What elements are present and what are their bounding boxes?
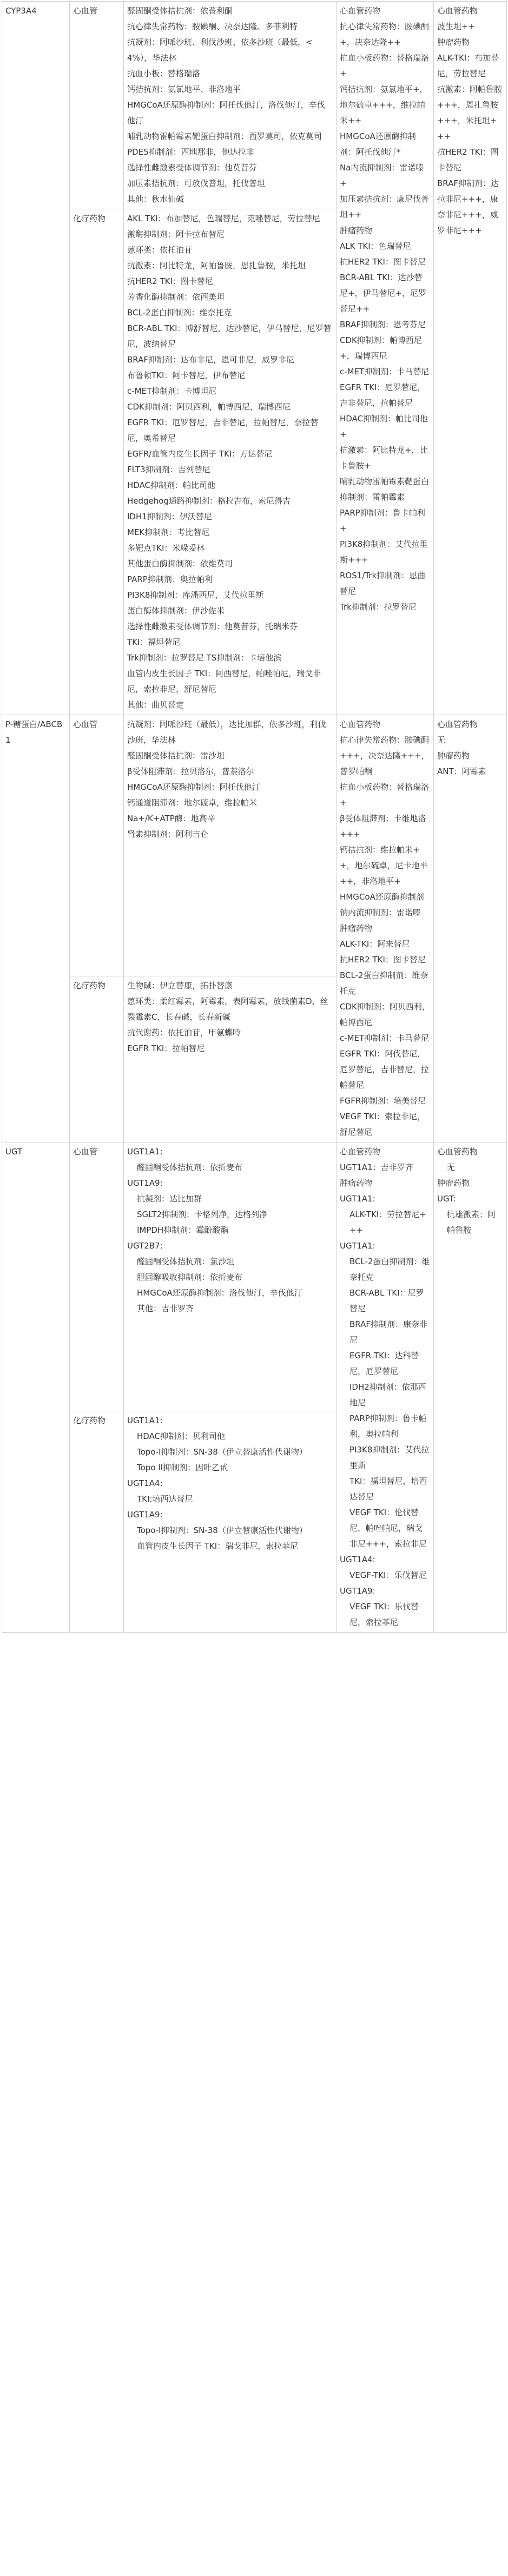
substrate-drug-line: 其他：吉非罗齐 [137, 1304, 194, 1313]
substrate-drug-line: TKI:培西达替尼 [137, 1494, 193, 1504]
inhibitor-line: TKI：福坦替尼，培西达替尼 [349, 1476, 427, 1502]
substrate-drug-line: 抗激素：阿比特龙，阿帕鲁胺，恩扎鲁胺，米托坦 [127, 261, 306, 270]
substrate-drug-line: MEK抑制剂：考比替尼 [127, 527, 210, 537]
substrate-drug-line: 其他：曲贝替定 [127, 700, 184, 710]
substrate-drug-line: 加压素拮抗剂：可放伐普坦，托伐普坦 [127, 179, 266, 188]
inhibitor-line: 抗心律失常药物：胺碘酮+++，决奈达隆+++，普罗帕酮 [340, 735, 430, 776]
substrate-drug-line: 多靶点TKI：米哚妥林 [127, 543, 205, 553]
substrate-drug-line: EGFR TKI：厄罗替尼，吉非替尼，拉帕替尼，奈拉替尼，奥希替尼 [127, 418, 319, 443]
substrate-drug-line: 醛固酮受体拮抗剂：依普利酮 [127, 6, 233, 16]
inhibitor-line: BRAF抑制剂：康奈非尼 [349, 1319, 427, 1345]
substrate-drug-line: 蒽环类：依托泊苷 [127, 245, 193, 255]
substrate-drug-line: 抗凝剂：阿哌沙班（最低），达比加群，依多沙班，利伐沙班，华法林 [127, 719, 326, 745]
drug-class-cell [70, 1142, 124, 1411]
inducer-line: 波生坦++ [437, 22, 476, 31]
inhibitor-line: EGFR TKI：达科替尼，厄罗替尼 [349, 1351, 419, 1376]
inhibitor-line: 抗心律失常药物：胺碘酮+，决奈达隆++ [340, 22, 430, 47]
inducer-group-heading: 肿瘤药物 [437, 751, 470, 761]
inducer-line: 无 [437, 735, 446, 745]
inhibitor-line: ROS1/Trk抑制剂：恩曲替尼 [340, 571, 426, 596]
table-row [2, 715, 507, 976]
substrate-drug-line: IDH1抑制剂：伊沃替尼 [127, 512, 212, 521]
inhibitor-group-heading: 肿瘤药物 [340, 923, 373, 933]
drug-interaction-table [2, 1, 507, 1633]
inhibitor-line: EGFR TKI：阿伐替尼，厄罗替尼，吉非替尼，拉帕替尼 [340, 1049, 430, 1090]
substrate-drug-line: 激酶抑制剂：阿卡拉布替尼 [127, 229, 225, 239]
inducer-group-heading: 肿瘤药物 [437, 1178, 470, 1188]
substrate-drug-line: 其他蛋白酶抑制剂：依维莫司 [127, 559, 233, 569]
inhibitor-line: CDK抑制剂：阿贝西利，帕博西尼 [340, 1002, 430, 1027]
substrate-drug-line: UGT1A1: [127, 1147, 163, 1157]
inducer-line: 抗激素：阿帕鲁胺+++，恩扎鲁胺+++，米托坦+++ [437, 84, 503, 141]
enzyme-name: CYP3A4 [5, 6, 37, 16]
substrate-drug-line: c-MET抑制剂：卡博坦尼 [127, 386, 217, 396]
inhibitor-line: c-MET抑制剂：卡马替尼 [340, 1033, 430, 1043]
substrate-drug-line: 选择性雌激素受体调节剂：他莫昔芬 [127, 163, 258, 173]
drug-class-cell [70, 976, 124, 1142]
inhibitor-cell [337, 1142, 434, 1633]
inhibitor-line: β受体阻滞剂：卡维地洛+++ [340, 814, 426, 839]
substrate-drug-line: Trk抑制剂：拉罗替尼 TS抑制剂：卡培他滨 [127, 653, 282, 663]
inhibitor-line: 钠内流抑制剂：雷诺嗪 [340, 908, 421, 917]
inhibitor-line: Na内流抑制剂：雷诺嗪+ [340, 163, 424, 188]
inhibitor-line: HMGCoA还原酶抑制剂 [340, 892, 424, 902]
table-row [2, 2, 507, 209]
substrate-drug-line: UGT1A4: [127, 1478, 163, 1489]
inducer-line: 无 [447, 1162, 456, 1172]
substrate-drug-line: Na+/K+ATP酶：地高辛 [127, 814, 215, 823]
inhibitor-group-heading: 肿瘤药物 [340, 1178, 373, 1188]
substrate-drug-line: HDAC抑制剂：帕比司他 [127, 480, 216, 490]
inducer-line: 抗雄激素：阿帕鲁胺 [447, 1210, 496, 1235]
inhibitor-line: Trk抑制剂：拉罗替尼 [340, 602, 417, 612]
substrate-drug-line: Hedgehog通路抑制剂：格拉吉布，索尼得吉 [127, 496, 291, 506]
substrate-drug-line: EGFR/血管内皮生长因子 TKI：万达替尼 [127, 449, 273, 459]
substrate-drug-line: PARP抑制剂：奥拉帕利 [127, 574, 213, 584]
inhibitor-group-heading: 心血管药物 [340, 719, 381, 729]
inducer-line: ALK-TKI：布加替尼，劳拉替尼 [437, 53, 499, 78]
inhibitor-line: EGFR TKI：厄罗替尼，吉非替尼，拉帕替尼 [340, 382, 426, 408]
substrate-drug-line: AKL TKI：布加替尼，色瑞替尼，克唑替尼，劳拉替尼 [127, 214, 320, 223]
substrate-drug-line: 血管内皮生长因子 TKI：瑞戈非尼，索拉菲尼 [137, 1541, 299, 1551]
substrate-drug-line: Topo-I抑制剂：SN-38（伊立替康活性代谢物） [137, 1447, 307, 1457]
substrate-drug-line: 蒽环类：柔红霉素，阿霉素，表阿霉素，放线菌素D，丝裂霉素C，长春碱，长春新碱 [127, 996, 328, 1022]
inhibitor-line: 抗激素：阿比特龙+，比卡鲁胺+ [340, 445, 428, 471]
substrate-drug-line: UGT1A1: [127, 1416, 163, 1426]
inhibitor-line: FGFR抑制剂：培美替尼 [340, 1096, 426, 1106]
substrate-drugs-cell [124, 1411, 337, 1633]
inhibitor-line: 抗血小板药物：替格瑞洛+ [340, 53, 430, 78]
inhibitor-line: BCR-ABL TKI：尼罗替尼 [349, 1288, 424, 1313]
substrate-drug-line: 醛固酮受体拮抗剂：依折麦布 [137, 1162, 243, 1172]
inhibitor-line: 抗血小板药物：替格瑞洛+ [340, 782, 430, 808]
inhibitor-line: IDH2抑制剂：依那西地尼 [349, 1382, 426, 1408]
substrate-drug-line: IMPDH抑制剂：霉酚酸酯 [137, 1225, 229, 1235]
inducer-cell [434, 715, 507, 1142]
substrate-drugs-cell [124, 1142, 337, 1411]
inhibitor-line: VEGF TKI：索拉非尼，舒尼替尼 [340, 1112, 426, 1137]
inhibitor-line: PI3K8抑制剂：艾代拉里斯 [349, 1445, 430, 1470]
substrate-drug-line: 芳香化酶抑制剂：依西美坦 [127, 292, 225, 302]
inhibitor-line: VEGF TKI：伦伐替尼，帕唑帕尼，瑞戈非尼+++，索拉非尼 [349, 1508, 427, 1549]
inhibitor-line: PI3K8抑制剂：艾代拉里斯+++ [340, 539, 428, 565]
inducer-group-heading: 心血管药物 [437, 6, 478, 16]
enzyme-cell [2, 1142, 70, 1633]
inducer-group-heading: 心血管药物 [437, 1147, 478, 1157]
enzyme-cell [2, 2, 70, 715]
drug-class-label: 心血管 [73, 719, 98, 729]
inhibitor-cell [337, 715, 434, 1142]
inducer-line: BRAF抑制剂：达拉非尼+++，康奈非尼+++，威罗非尼+++ [437, 179, 499, 235]
substrate-drug-line: UGT1A9: [127, 1178, 163, 1188]
enzyme-name: UGT [5, 1147, 23, 1157]
inducer-cell [434, 2, 507, 715]
inhibitor-line: PARP抑制剂：鲁卡帕利+ [340, 508, 425, 533]
inhibitor-cell [337, 2, 434, 715]
inhibitor-line: HMGCoA还原酶抑制剂：阿托伐他汀* [340, 131, 416, 157]
substrate-drug-line: HMGCoA还原酶抑制剂：阿托伐他汀，洛伐他汀，辛伐他汀 [127, 100, 325, 126]
drug-class-label: 化疗药物 [73, 1416, 106, 1426]
inhibitor-line: UGT1A1：吉非罗齐 [340, 1162, 413, 1172]
substrate-drug-line: 哺乳动物雷帕霉素靶蛋白抑制剂：西罗莫司，依克莫司 [127, 131, 322, 141]
substrate-drug-line: 布鲁顿TKI：阿卡替尼，伊布替尼 [127, 371, 246, 380]
enzyme-cell [2, 715, 70, 1142]
inhibitor-line: CDK抑制剂：帕博西尼+，瑞博西尼 [340, 335, 422, 361]
substrate-drug-line: BCL-2蛋白抑制剂：维奈托克 [127, 308, 232, 318]
inhibitor-line: UGT1A9: [340, 1586, 375, 1596]
inducer-line: ANT：阿霉素 [437, 767, 486, 776]
enzyme-name: P-糖蛋白/ABCB1 [5, 719, 63, 745]
substrate-drug-line: UGT1A9: [127, 1510, 163, 1520]
substrate-drug-line: 醛固酮受体拮抗剂：氯沙坦 [137, 1257, 235, 1266]
inducer-line: UGT: [437, 1194, 456, 1204]
drug-class-cell [70, 2, 124, 209]
substrate-drugs-cell [124, 209, 337, 715]
substrate-drug-line: Topo II抑制剂：因叶乙甙 [137, 1463, 228, 1473]
inhibitor-group-heading: 肿瘤药物 [340, 226, 373, 235]
substrate-drug-line: BCR-ABL TKI：博舒替尼，达沙替尼，伊马替尼，尼罗替尼，波纳替尼 [127, 323, 332, 349]
substrate-drug-line: 选择性雌激素受体调节剂：他莫昔芬，托瑞米芬 [127, 622, 298, 631]
inhibitor-line: UGT1A4: [340, 1555, 375, 1564]
inhibitor-line: 抗HER2 TKI：图卡替尼 [340, 257, 426, 267]
substrate-drugs-cell [124, 2, 337, 209]
substrate-drug-line: β受体阻滞剂：拉贝洛尔，普萘洛尔 [127, 767, 254, 776]
substrate-drug-line: 抗心律失常药物：胺碘酮、决奈达隆、多菲利特 [127, 22, 298, 31]
inhibitor-line: ALK-TKI：阿来替尼 [340, 939, 410, 949]
inhibitor-line: UGT1A1: [340, 1241, 375, 1251]
drug-class-label: 心血管 [73, 1147, 98, 1157]
substrate-drug-line: EGFR TKI：拉帕替尼 [127, 1043, 205, 1053]
substrate-drug-line: UGT2B7: [127, 1241, 163, 1251]
substrate-drug-line: FLT3抑制剂：吉列替尼 [127, 465, 210, 474]
inhibitor-group-heading: 心血管药物 [340, 1147, 381, 1157]
inhibitor-line: 抗HER2 TKI：图卡替尼 [340, 955, 426, 965]
inhibitor-line: 加压素拮抗剂：康尼伐普坦++ [340, 194, 430, 220]
drug-class-cell [70, 1411, 124, 1633]
inhibitor-line: VEGF TKI：乐伐替尼，索拉菲尼 [349, 1602, 419, 1627]
drug-class-label: 化疗药物 [73, 214, 106, 223]
substrate-drug-line: 血管内皮生长因子 TKI：阿西替尼，帕唑帕尼，瑞戈非尼，索拉非尼，舒尼替尼 [127, 669, 321, 694]
substrate-drug-line: 抗代谢药：依托泊苷，甲氨蝶呤 [127, 1027, 241, 1038]
substrate-drug-line: HMGCoA还原酶抑制剂：阿托伐他汀 [127, 782, 260, 792]
drug-class-cell [70, 209, 124, 715]
inducer-cell [434, 1142, 507, 1633]
table-row [2, 1142, 507, 1411]
inducer-group-heading: 心血管药物 [437, 719, 478, 729]
substrate-drug-line: 钙拮抗剂：氨氯地平、非洛地平 [127, 84, 241, 94]
substrate-drug-line: HDAC抑制剂：贝利司他 [137, 1431, 226, 1442]
substrate-drug-line: 抗HER2 TKI：图卡替尼 [127, 276, 213, 286]
drug-class-label: 心血管 [73, 6, 98, 16]
substrate-drug-line: SGLT2抑制剂：卡格列净，达格列净 [137, 1210, 268, 1219]
substrate-drug-line: 钙通道阻滞剂：地尔硫卓，维拉帕米 [127, 798, 258, 808]
inhibitor-line: BCL-2蛋白抑制剂：维奈托克 [340, 970, 428, 996]
substrate-drugs-cell [124, 976, 337, 1142]
substrate-drug-line: HMGCoA还原酶抑制剂：洛伐他汀，辛伐他汀 [137, 1288, 302, 1298]
table-body [2, 2, 507, 1633]
inhibitor-group-heading: 心血管药物 [340, 6, 381, 16]
inhibitor-line: ALK TKI：色瑞替尼 [340, 241, 411, 251]
substrate-drug-line: 抗血小板：替格瑞洛 [127, 69, 201, 78]
substrate-drug-line: 生物碱：伊立替康，拓扑替康 [127, 980, 233, 990]
inhibitor-line: c-MET抑制剂：卡马替尼 [340, 367, 430, 377]
substrate-drug-line: BRAF抑制剂：达布非尼，恩可非尼，威罗非尼 [127, 355, 294, 365]
substrate-drug-line: 抗凝剂：阿哌沙班、利伐沙班、依多沙班（最低，<4%），华法林 [127, 37, 313, 63]
inhibitor-line: 钙拮抗剂：维拉帕米++，地尔硫卓，尼卡地平++，非洛地平+ [340, 845, 428, 886]
inhibitor-line: 钙拮抗剂：氨氯地平+，地尔硫卓+++，维拉帕米++ [340, 84, 428, 126]
inhibitor-line: BCR-ABL TKI：达沙替尼+，伊马替尼+，尼罗替尼++ [340, 273, 427, 314]
inhibitor-line: VEGF-TKI：乐伐替尼 [349, 1570, 427, 1580]
substrate-drug-line: PI3K8抑制剂：库潘西尼，艾代拉里斯 [127, 590, 264, 600]
substrate-drug-line: PDE5抑制剂：西地那非，他达拉非 [127, 147, 254, 157]
substrate-drug-line: 蛋白酶体抑制剂：伊沙佐米 [127, 606, 225, 616]
substrate-drug-line: Topo-I抑制剂：SN-38（伊立替康活性代谢物） [137, 1525, 307, 1536]
inhibitor-line: BCL-2蛋白抑制剂：维奈托克 [349, 1257, 430, 1282]
inducer-group-heading: 肿瘤药物 [437, 37, 470, 47]
drug-class-cell [70, 715, 124, 976]
inhibitor-line: PARP抑制剂：鲁卡帕利，奥拉帕利 [349, 1414, 427, 1439]
substrate-drug-line: 抗凝剂：达比加群 [137, 1194, 202, 1204]
inhibitor-line: UGT1A1: [340, 1194, 375, 1204]
substrate-drug-line: 胆固醇吸收抑制剂：依折麦布 [137, 1272, 243, 1282]
substrate-drug-line: TKI：福坦替尼 [127, 637, 181, 647]
substrate-drug-line: 肾素抑制剂：阿利吉仑 [127, 829, 209, 839]
inhibitor-line: HDAC抑制剂：帕比司他+ [340, 414, 428, 439]
drug-class-label: 化疗药物 [73, 980, 106, 990]
inhibitor-line: 哺乳动物雷帕霉素靶蛋白抑制剂：雷帕霉素 [340, 477, 430, 502]
substrate-drugs-cell [124, 715, 337, 976]
substrate-drug-line: 其他：秋水仙碱 [127, 194, 184, 204]
substrate-drug-line: 醛固酮受体拮抗剂：雷沙坦 [127, 751, 225, 761]
inhibitor-line: ALK-TKI：劳拉替尼+++ [349, 1210, 426, 1235]
inhibitor-line: BRAF抑制剂：恩考芬尼 [340, 320, 426, 329]
substrate-drug-line: CDK抑制剂：阿贝西利，帕博西尼，瑞博西尼 [127, 402, 291, 412]
inducer-line: 抗HER2 TKI：图卡替尼 [437, 147, 499, 173]
